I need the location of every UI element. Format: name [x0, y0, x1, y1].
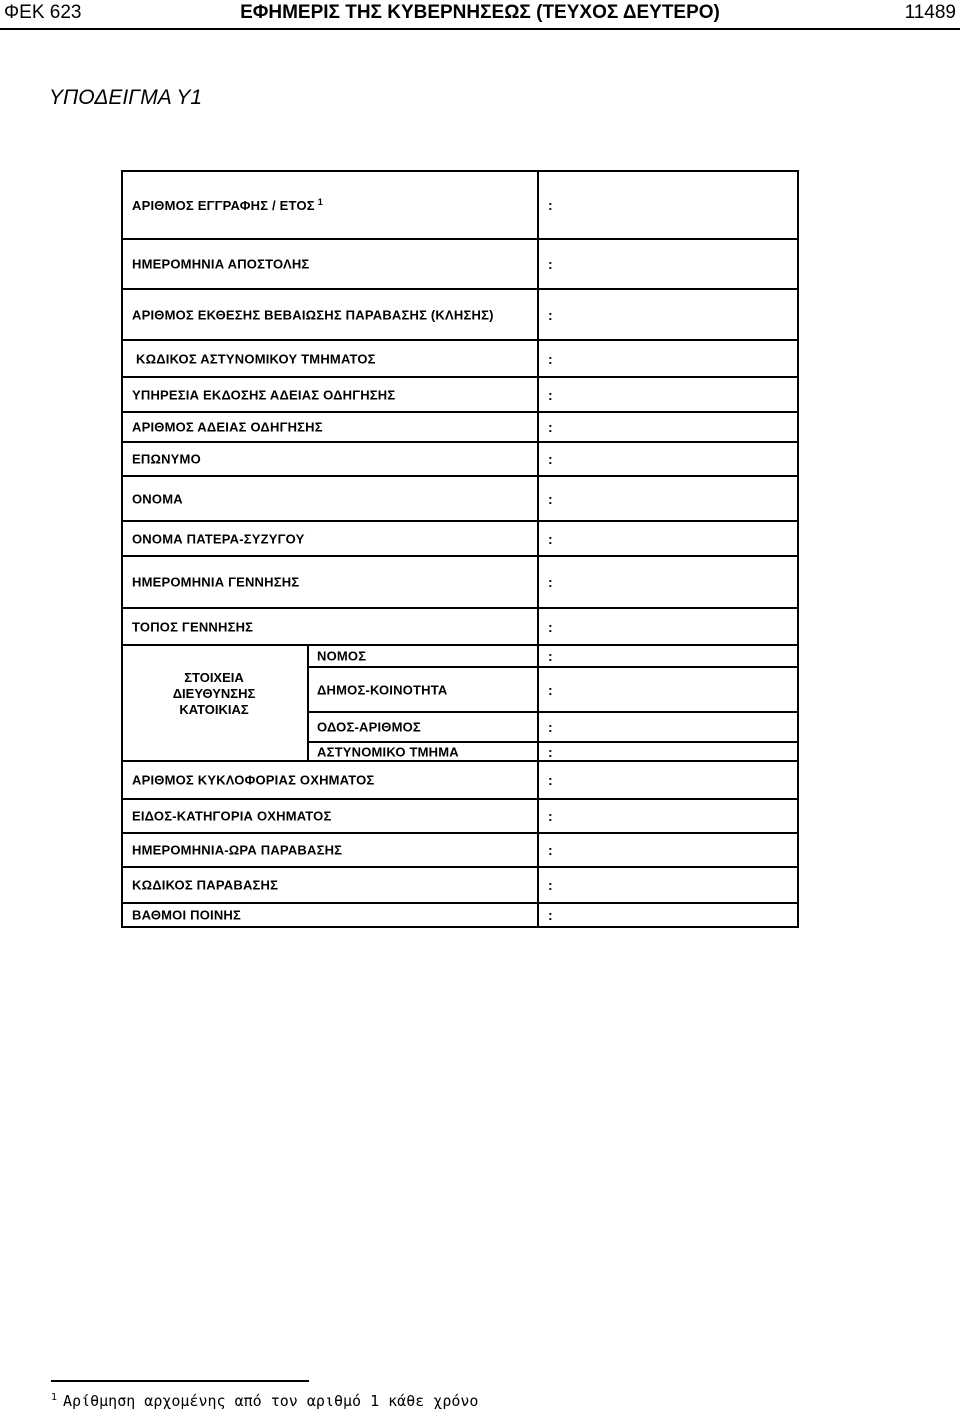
page-number: 11489	[904, 2, 956, 23]
field-value-colon: :	[548, 530, 553, 547]
field-label-text: ΟΝΟΜΑ	[132, 491, 183, 506]
field-value-colon: :	[548, 719, 553, 735]
field-label-text: ΗΜΕΡΟΜΗΝΙΑ ΑΠΟΣΤΟΛΗΣ	[132, 256, 310, 272]
row-rule	[121, 760, 799, 762]
footnote-reference: 1	[317, 196, 323, 207]
address-row-rule	[307, 666, 799, 668]
field-value-colon: :	[548, 197, 553, 213]
field-value-colon: :	[548, 386, 553, 403]
field-label	[132, 575, 299, 590]
field-label	[132, 257, 309, 272]
row-rule	[121, 411, 799, 413]
address-row-rule	[307, 741, 799, 743]
field-value-colon: :	[548, 451, 553, 467]
field-value-colon: :	[548, 808, 553, 824]
field-label-text: ΗΜΕΡΟΜΗΝΙΑ-ΩΡΑ ΠΑΡΑΒΑΣΗΣ	[132, 842, 343, 858]
row-rule	[121, 441, 799, 443]
field-label-text: ΑΡΙΘΜΟΣ ΚΥΚΛΟΦΟΡΙΑΣ ΟΧΗΜΑΤΟΣ	[132, 772, 375, 788]
row-rule	[121, 170, 799, 172]
field-label	[132, 197, 323, 213]
footnote-rule	[51, 1380, 309, 1382]
field-value-colon: :	[548, 306, 553, 323]
row-rule	[121, 555, 799, 557]
field-value-colon: :	[548, 419, 553, 435]
row-rule	[121, 376, 799, 378]
row-rule	[121, 798, 799, 800]
address-group-label-line: ΣΤΟΙΧΕΙΑ	[184, 670, 244, 685]
row-rule	[121, 288, 799, 290]
row-rule	[121, 520, 799, 522]
row-rule	[121, 644, 799, 646]
field-label	[132, 809, 331, 824]
field-value-colon: :	[548, 350, 553, 367]
field-label-text: ΑΡΙΘΜΟΣ ΕΓΓΡΑΦΗΣ / ΕΤΟΣ	[132, 198, 315, 214]
table-left-border	[121, 170, 123, 928]
field-label	[132, 531, 305, 546]
field-value-colon: :	[548, 648, 553, 664]
field-label	[132, 878, 278, 893]
field-label	[132, 619, 253, 634]
gazette-issue-number: ΦΕΚ 623	[4, 2, 82, 23]
row-rule	[121, 475, 799, 477]
field-label	[132, 420, 323, 435]
field-value-colon: :	[548, 772, 553, 788]
field-label	[132, 908, 241, 923]
row-rule	[121, 832, 799, 834]
address-field-label: ΑΣΤΥΝΟΜΙΚΟ ΤΜΗΜΑ	[317, 744, 459, 759]
field-label	[132, 307, 494, 322]
field-label-text: ΒΑΘΜΟΙ ΠΟΙΝΗΣ	[132, 907, 241, 923]
row-rule	[121, 339, 799, 341]
row-rule	[121, 866, 799, 868]
address-row-rule	[307, 711, 799, 713]
row-rule	[121, 902, 799, 904]
address-group-label-line: ΚΑΤΟΙΚΙΑΣ	[179, 702, 249, 717]
address-field-label: ΔΗΜΟΣ-ΚΟΙΝΟΤΗΤΑ	[317, 682, 448, 697]
field-value-colon: :	[548, 618, 553, 635]
field-label-text: ΤΟΠΟΣ ΓΕΝΝΗΣΗΣ	[132, 619, 254, 634]
field-label	[136, 351, 376, 366]
gazette-title: ΕΦΗΜΕΡΙΣ ΤΗΣ ΚΥΒΕΡΝΗΣΕΩΣ (ΤΕΥΧΟΣ ΔΕΥΤΕΡΟ)	[240, 2, 720, 23]
row-rule	[121, 926, 799, 928]
address-group-label	[124, 670, 304, 718]
footnote	[51, 1392, 478, 1410]
table-right-border	[797, 170, 799, 928]
address-group-label-line: ΔΙΕΥΘΥΝΣΗΣ	[172, 686, 256, 701]
footnote-text: Αρίθμηση αρχομένης από τον αριθμό 1 κάθε χρόνο	[63, 1392, 479, 1410]
field-label	[132, 773, 374, 788]
footnote-mark: 1	[51, 1392, 58, 1403]
field-value-colon: :	[548, 877, 553, 893]
field-label	[132, 491, 183, 506]
row-rule	[121, 238, 799, 240]
field-value-colon: :	[548, 490, 553, 507]
field-label-text: ΕΠΩΝΥΜΟ	[132, 451, 201, 467]
field-label-text: ΚΩΔΙΚΟΣ ΠΑΡΑΒΑΣΗΣ	[132, 877, 279, 893]
field-label-text: ΟΝΟΜΑ ΠΑΤΕΡΑ-ΣΥΖΥΓΟΥ	[132, 531, 305, 546]
field-label-text: ΑΡΙΘΜΟΣ ΑΔΕΙΑΣ ΟΔΗΓΗΣΗΣ	[132, 419, 323, 435]
field-label-text: ΕΙΔΟΣ-ΚΑΤΗΓΟΡΙΑ ΟΧΗΜΑΤΟΣ	[132, 808, 332, 824]
field-value-colon: :	[548, 743, 553, 760]
field-label	[132, 843, 342, 858]
field-value-colon: :	[548, 681, 553, 698]
field-label	[132, 452, 201, 467]
field-value-colon: :	[548, 574, 553, 590]
address-column-divider	[307, 644, 309, 760]
field-label-text: ΗΜΕΡΟΜΗΝΙΑ ΓΕΝΝΗΣΗΣ	[132, 574, 300, 590]
field-label	[132, 387, 395, 402]
field-label-text: ΚΩΔΙΚΟΣ ΑΣΤΥΝΟΜΙΚΟΥ ΤΜΗΜΑΤΟΣ	[136, 351, 376, 366]
row-rule	[121, 607, 799, 609]
address-field-label: ΝΟΜΟΣ	[317, 648, 367, 664]
field-value-colon: :	[548, 842, 553, 858]
field-value-colon: :	[548, 907, 553, 923]
field-value-colon: :	[548, 256, 553, 272]
form-template-title: ΥΠΟΔΕΙΓΜΑ Υ1	[49, 86, 203, 109]
address-field-label: ΟΔΟΣ-ΑΡΙΘΜΟΣ	[317, 719, 421, 735]
column-divider	[537, 170, 539, 928]
field-label-text: ΑΡΙΘΜΟΣ ΕΚΘΕΣΗΣ ΒΕΒΑΙΩΣΗΣ ΠΑΡΑΒΑΣΗΣ (ΚΛΗΣΗΣ)	[132, 307, 494, 322]
field-label-text: ΥΠΗΡΕΣΙΑ ΕΚΔΟΣΗΣ ΑΔΕΙΑΣ ΟΔΗΓΗΣΗΣ	[132, 387, 396, 402]
